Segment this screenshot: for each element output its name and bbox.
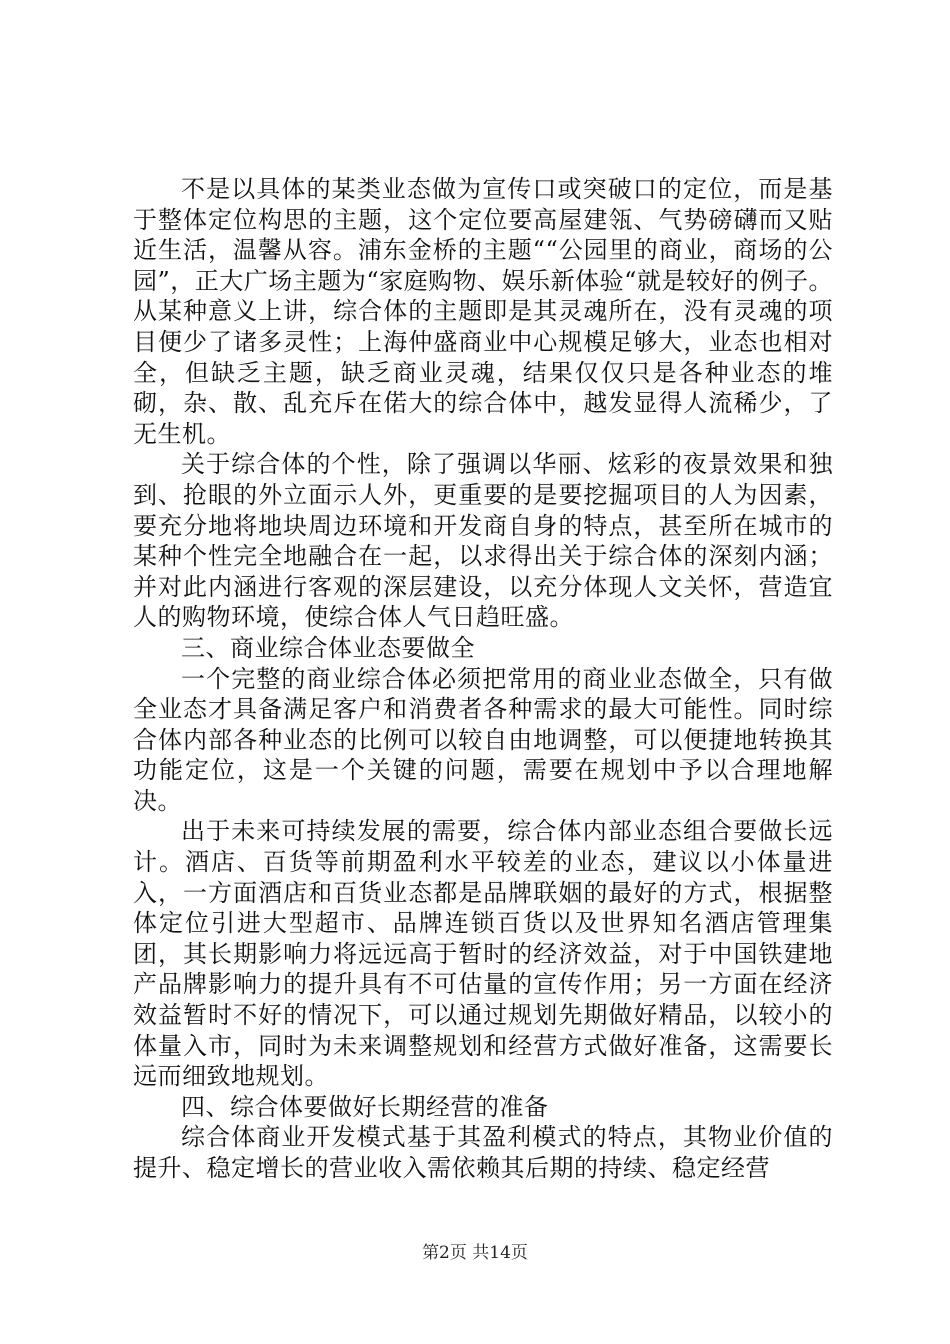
paragraph-operations: 综合体商业开发模式基于其盈利模式的特点，其物业价值的提升、稳定增长的营业收入需依赖其后期的持续、稳定经营 bbox=[133, 1123, 833, 1182]
paragraph-personality: 关于综合体的个性，除了强调以华丽、炫彩的夜景效果和独到、抢眼的外立面示人外，更重要的是要挖掘项目的人为因素，要充分地将地块周边环境和开发商自身的特点，甚至所在城市的某种个性完全地融合在一起，以求得出关于综合体的深刻内涵；并对此内涵进行客观的深层建设，以充分体现人文关怀，营造宜人的购物环境，使综合体人气日趋旺盛。 bbox=[133, 450, 833, 632]
section-heading-3: 三、商业综合体业态要做全 bbox=[181, 633, 475, 662]
page-footer: 第2页 共14页 bbox=[422, 1243, 528, 1263]
section-heading-4: 四、综合体要做好长期经营的准备 bbox=[181, 1092, 549, 1121]
paragraph-theme: 不是以具体的某类业态做为宣传口或突破口的定位，而是基于整体定位构思的主题，这个定位要高屋建瓴、气势磅礴而又贴近生活，温馨从容。浦东金桥的主题““公园里的商业，商场的公园”，正大广场主题为“家庭购物、娱乐新体验“就是较好的例子。从某种意义上讲，综合体的主题即是其灵魂所在，没有灵魂的项目便少了诸多灵性；上海仲盛商业中心规模足够大，业态也相对全，但缺乏主题，缺乏商业灵魂，结果仅仅只是各种业态的堆砌，杂、散、乱充斥在偌大的综合体中，越发显得人流稀少，了无生机。 bbox=[133, 175, 833, 448]
paragraph-full-formats: 一个完整的商业综合体必须把常用的商业业态做全，只有做全业态才具备满足客户和消费者各种需求的最大可能性。同时综合体内部各种业态的比例可以较自由地调整，可以便捷地转换其功能定位，这是一个关键的问题，需要在规划中予以合理地解决。 bbox=[133, 664, 833, 815]
paragraph-long-term-formats: 出于未来可持续发展的需要，综合体内部业态组合要做长远计。酒店、百货等前期盈利水平较差的业态，建议以小体量进入，一方面酒店和百货业态都是品牌联姻的最好的方式，根据整体定位引进大型超市、品牌连锁百货以及世界知名酒店管理集团，其长期影响力将远远高于暂时的经济效益，对于中国铁建地产品牌影响力的提升具有不可估量的宣传作用；另一方面在经济效益暂时不好的情况下，可以通过规划先期做好精品，以较小的体量入市，同时为未来调整规划和经营方式做好准备，这需要长远而细致地规划。 bbox=[133, 817, 833, 1091]
document-body bbox=[133, 174, 833, 1184]
